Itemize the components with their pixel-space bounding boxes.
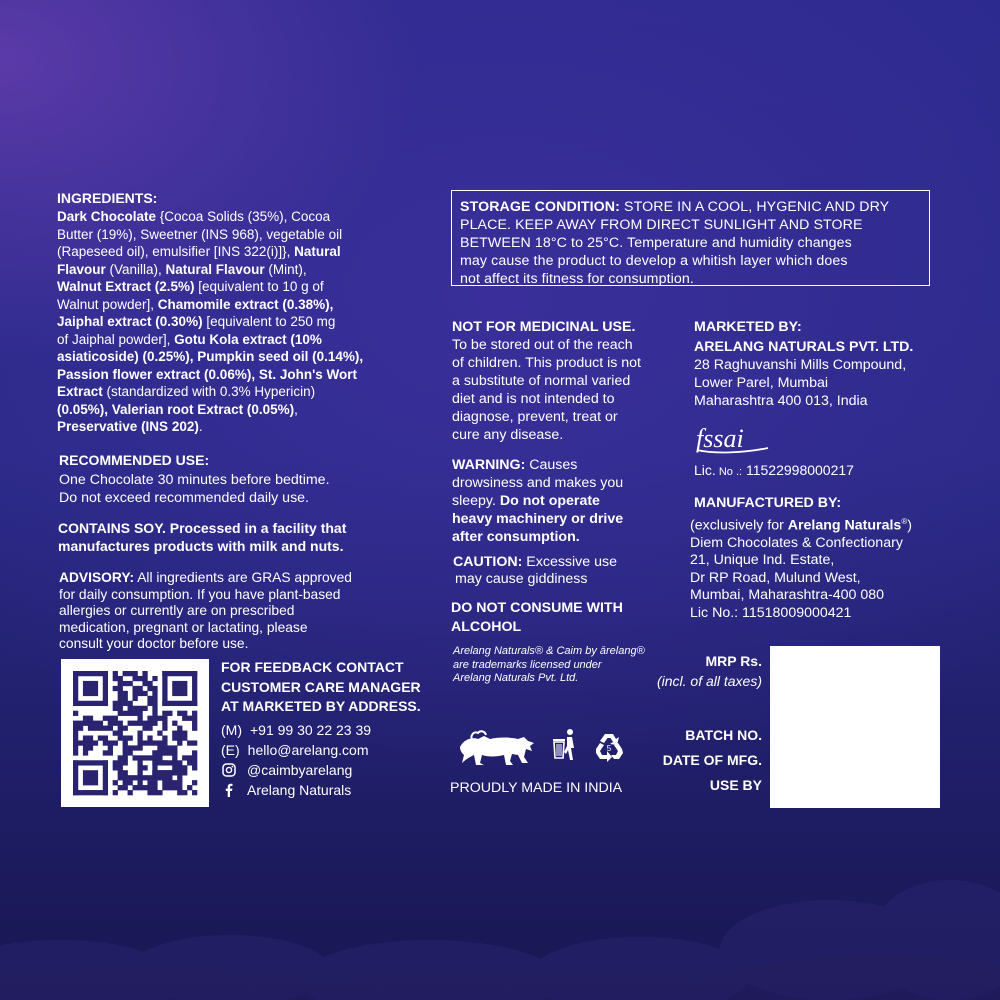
facebook-icon (222, 783, 236, 797)
mrp-label: MRP Rs. (705, 653, 762, 669)
recommended-use-text: One Chocolate 30 minutes before bedtime. Do not exceed recommended daily use. (59, 472, 330, 506)
ingredients-line: (Rapeseed oil), emulsifier [INS 322(i)]}, Natural (57, 244, 341, 259)
use-by-label: USE BY (709, 777, 762, 793)
facebook-page: Arelang Naturals (247, 781, 352, 798)
instagram-row[interactable] (221, 760, 421, 779)
advisory-text: ADVISORY: All ingredients are GRAS approved for daily consumption. If you have plant-based allergies or currently are on prescribed medication, pregnant or lactating, please consult your doctor before use. (59, 570, 352, 652)
recommended-use-heading: RECOMMENDED USE: (59, 452, 210, 468)
made-in-india: PROUDLY MADE IN INDIA (450, 780, 623, 796)
email-row[interactable] (221, 740, 421, 759)
caution-notice: CAUTION: Excessive use may cause giddiness (453, 554, 617, 587)
marketed-by: MARKETED BY: ARELANG NATURALS PVT. LTD. 28 Raghuvanshi Mills Compound, Lower Parel, Mumbai Maharashtra 400 013, India (694, 319, 914, 409)
qr-code-icon (61, 659, 209, 807)
svg-text:fssai: fssai (696, 424, 744, 453)
ingredients-line: Passion flower extract (0.06%), St. John's Wort (57, 366, 358, 382)
warning-notice: WARNING: Causes drowsiness and makes you sleepy. Do not operate heavy machinery or drive after consumption. (452, 457, 624, 545)
ingredients-line: Jaiphal extract (0.30%) [equivalent to 250 mg (57, 314, 336, 329)
cloud-background (0, 830, 1000, 1000)
ingredients-line: Walnut powder], Chamomile extract (0.38%), (57, 296, 334, 312)
ingredients-line: of Jaiphal powder], Gotu Kola extract (10% (57, 331, 322, 347)
contact-list (221, 720, 421, 799)
ingredients-line: Dark Chocolate {Cocoa Solids (35%), Cocoa (57, 209, 331, 224)
instagram-handle: @caimbyarelang (247, 761, 353, 778)
ingredients-heading: INGREDIENTS: (57, 190, 158, 206)
ingredients-line: Flavour (Vanilla), Natural Flavour (Mint), (57, 261, 307, 277)
ingredients-line: asiaticoside) (0.25%), Pumpkin seed oil (0.14%), (57, 349, 364, 364)
ingredients-line: Butter (19%), Sweetner (INS 968), vegetable oil (57, 226, 343, 242)
dustbin-icon (550, 728, 578, 764)
email-label: (E) (221, 741, 240, 758)
ingredients-line: Preservative (INS 202). (57, 419, 203, 434)
manufactured-by: MANUFACTURED BY: (exclusively for Arelang Naturals®) Diem Chocolates & Confectionary 21, Unique Ind. Estate, Dr RP Road, Mulund West, Mumbai, Maharashtra-400 080 Lic No.: 11518009000421 (690, 495, 912, 621)
date-of-mfg-label: DATE OF MFG. (662, 752, 762, 768)
phone-row[interactable] (221, 720, 421, 739)
ingredients-text (57, 208, 402, 436)
facebook-row[interactable] (221, 780, 421, 799)
batch-number-label: BATCH NO. (685, 727, 762, 743)
phone-number: +91 99 30 22 23 39 (250, 721, 372, 738)
fssai-logo (694, 420, 774, 454)
ingredients-line: Extract (standardized with 0.3% Hypericin) (57, 384, 316, 399)
feedback-contact-text: FOR FEEDBACK CONTACT CUSTOMER CARE MANAGER AT MARKETED BY ADDRESS. (221, 659, 421, 714)
ingredients-line: Walnut Extract (2.5%) [equivalent to 10 g of (57, 279, 324, 294)
fssai-license: Lic. No .: 11522998000217 (694, 462, 854, 478)
medicinal-notice: NOT FOR MEDICINAL USE. To be stored out of the reach of children. This product is not a substitute of normal varied diet and is not intended to diagnose, prevent, treat or cure any disease. (452, 319, 642, 443)
ingredients-line: (0.05%), Valerian root Extract (0.05%), (57, 401, 298, 417)
trademark-notice: Arelang Naturals® & Caim by ārelang® are trademarks licensed under Arelang Naturals Pvt. Ltd. (453, 645, 645, 684)
price-batch-print-area (770, 646, 940, 808)
phone-label: (M) (221, 721, 242, 738)
allergen-statement: CONTAINS SOY. Processed in a facility that manufactures products with milk and nuts. (58, 520, 347, 554)
storage-condition-box: STORAGE CONDITION: STORE IN A COOL, HYGENIC AND DRY PLACE. KEEP AWAY FROM DIRECT SUNLIGHT AND STORE BETWEEN 18°C to 25°C. Temperature and humidity changes may cause the product to develop a whitish layer which does not affect its fitness for consumption. (451, 190, 930, 286)
email-address: hello@arelang.com (247, 741, 369, 758)
alcohol-warning: DO NOT CONSUME WITH ALCOHOL (451, 600, 623, 635)
recycle-number: 5 (606, 744, 612, 753)
lion-icon (458, 727, 538, 767)
instagram-icon (222, 763, 236, 777)
mrp-tax-note: (incl. of all taxes) (656, 673, 762, 689)
qr-code[interactable] (61, 659, 209, 807)
